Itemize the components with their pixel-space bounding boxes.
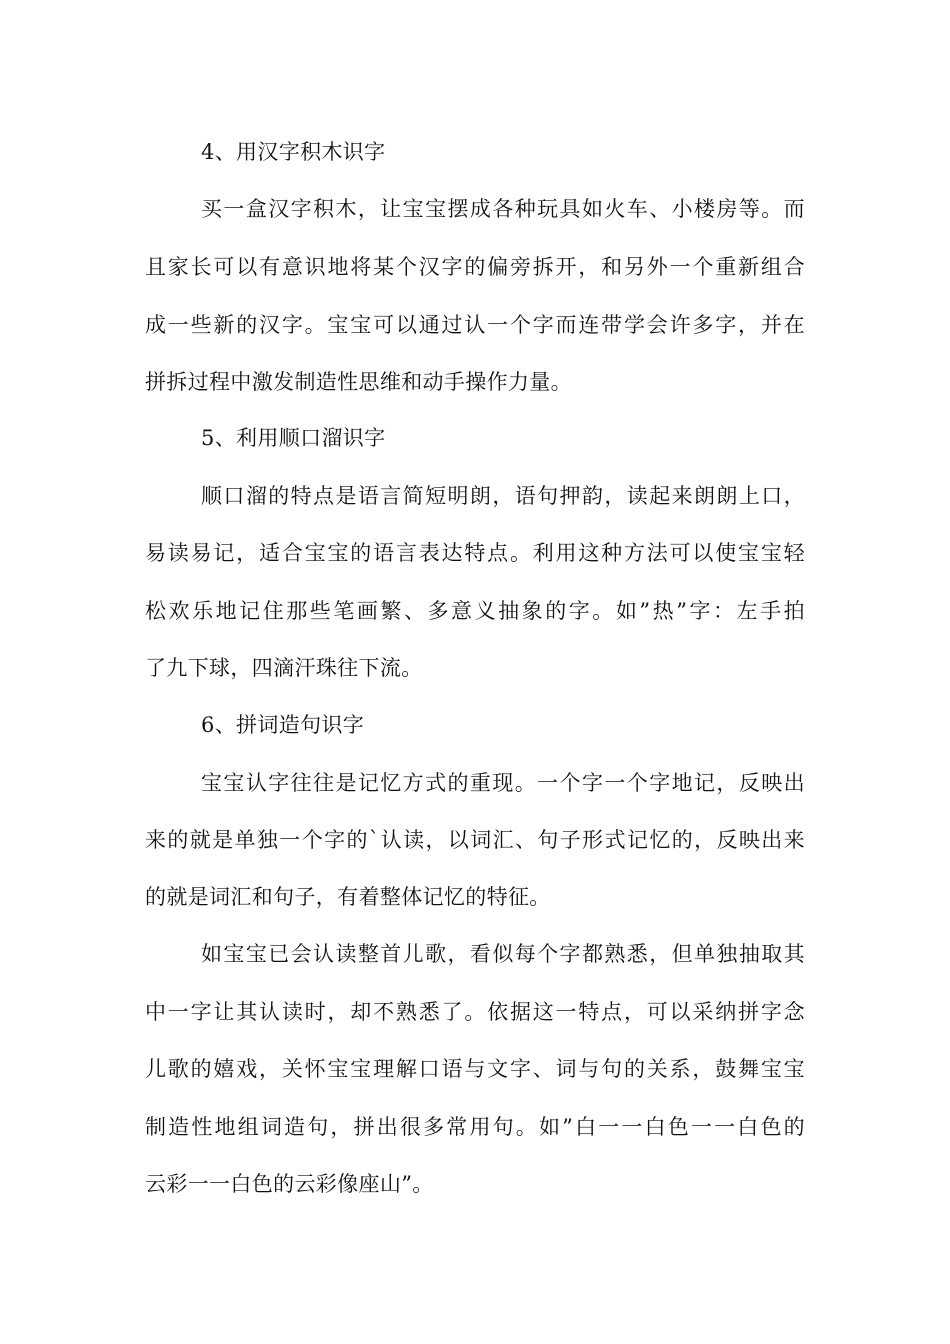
paragraph-line: 松欢乐地记住那些笔画繁、多意义抽象的字。如”热”字：左手拍	[145, 599, 805, 623]
paragraph-line: 拼拆过程中激发制造性思维和动手操作力量。	[145, 370, 572, 394]
section-heading: 6、拼词造句识字	[201, 713, 365, 737]
paragraph-line: 如宝宝已会认读整首儿歌，看似每个字都熟悉，但单独抽取其	[201, 942, 805, 966]
section-heading: 5、利用顺口溜识字	[201, 426, 386, 450]
paragraph-line: 的就是词汇和句子，有着整体记忆的特征。	[145, 885, 551, 909]
paragraph-line: 成一些新的汉字。宝宝可以通过认一个字而连带学会许多字，并在	[145, 313, 805, 337]
paragraph-line: 易读易记，适合宝宝的语言表达特点。利用这种方法可以使宝宝轻	[145, 541, 805, 565]
paragraph-line: 顺口溜的特点是语言简短明朗，语句押韵，读起来朗朗上口，	[201, 484, 805, 508]
paragraph-line: 云彩一一白色的云彩像座山”。	[145, 1172, 434, 1196]
paragraph-line: 制造性地组词造句，拼出很多常用句。如”白一一白色一一白色的	[145, 1115, 805, 1139]
paragraph-line: 买一盒汉字积木，让宝宝摆成各种玩具如火车、小楼房等。而	[201, 197, 805, 221]
paragraph-line: 宝宝认字往往是记忆方式的重现。一个字一个字地记，反映出	[201, 771, 805, 795]
paragraph-line: 且家长可以有意识地将某个汉字的偏旁拆开，和另外一个重新组合	[145, 255, 805, 279]
paragraph-line: 中一字让其认读时，却不熟悉了。依据这一特点，可以采纳拼字念	[145, 1000, 805, 1024]
paragraph-line: 了九下球，四滴汗珠往下流。	[145, 656, 423, 680]
paragraph-line: 儿歌的嬉戏，关怀宝宝理解口语与文字、词与句的关系，鼓舞宝宝	[145, 1057, 805, 1081]
paragraph-line: 来的就是单独一个字的`认读，以词汇、句子形式记忆的，反映出来	[145, 828, 805, 852]
section-heading: 4、用汉字积木识字	[201, 140, 386, 164]
